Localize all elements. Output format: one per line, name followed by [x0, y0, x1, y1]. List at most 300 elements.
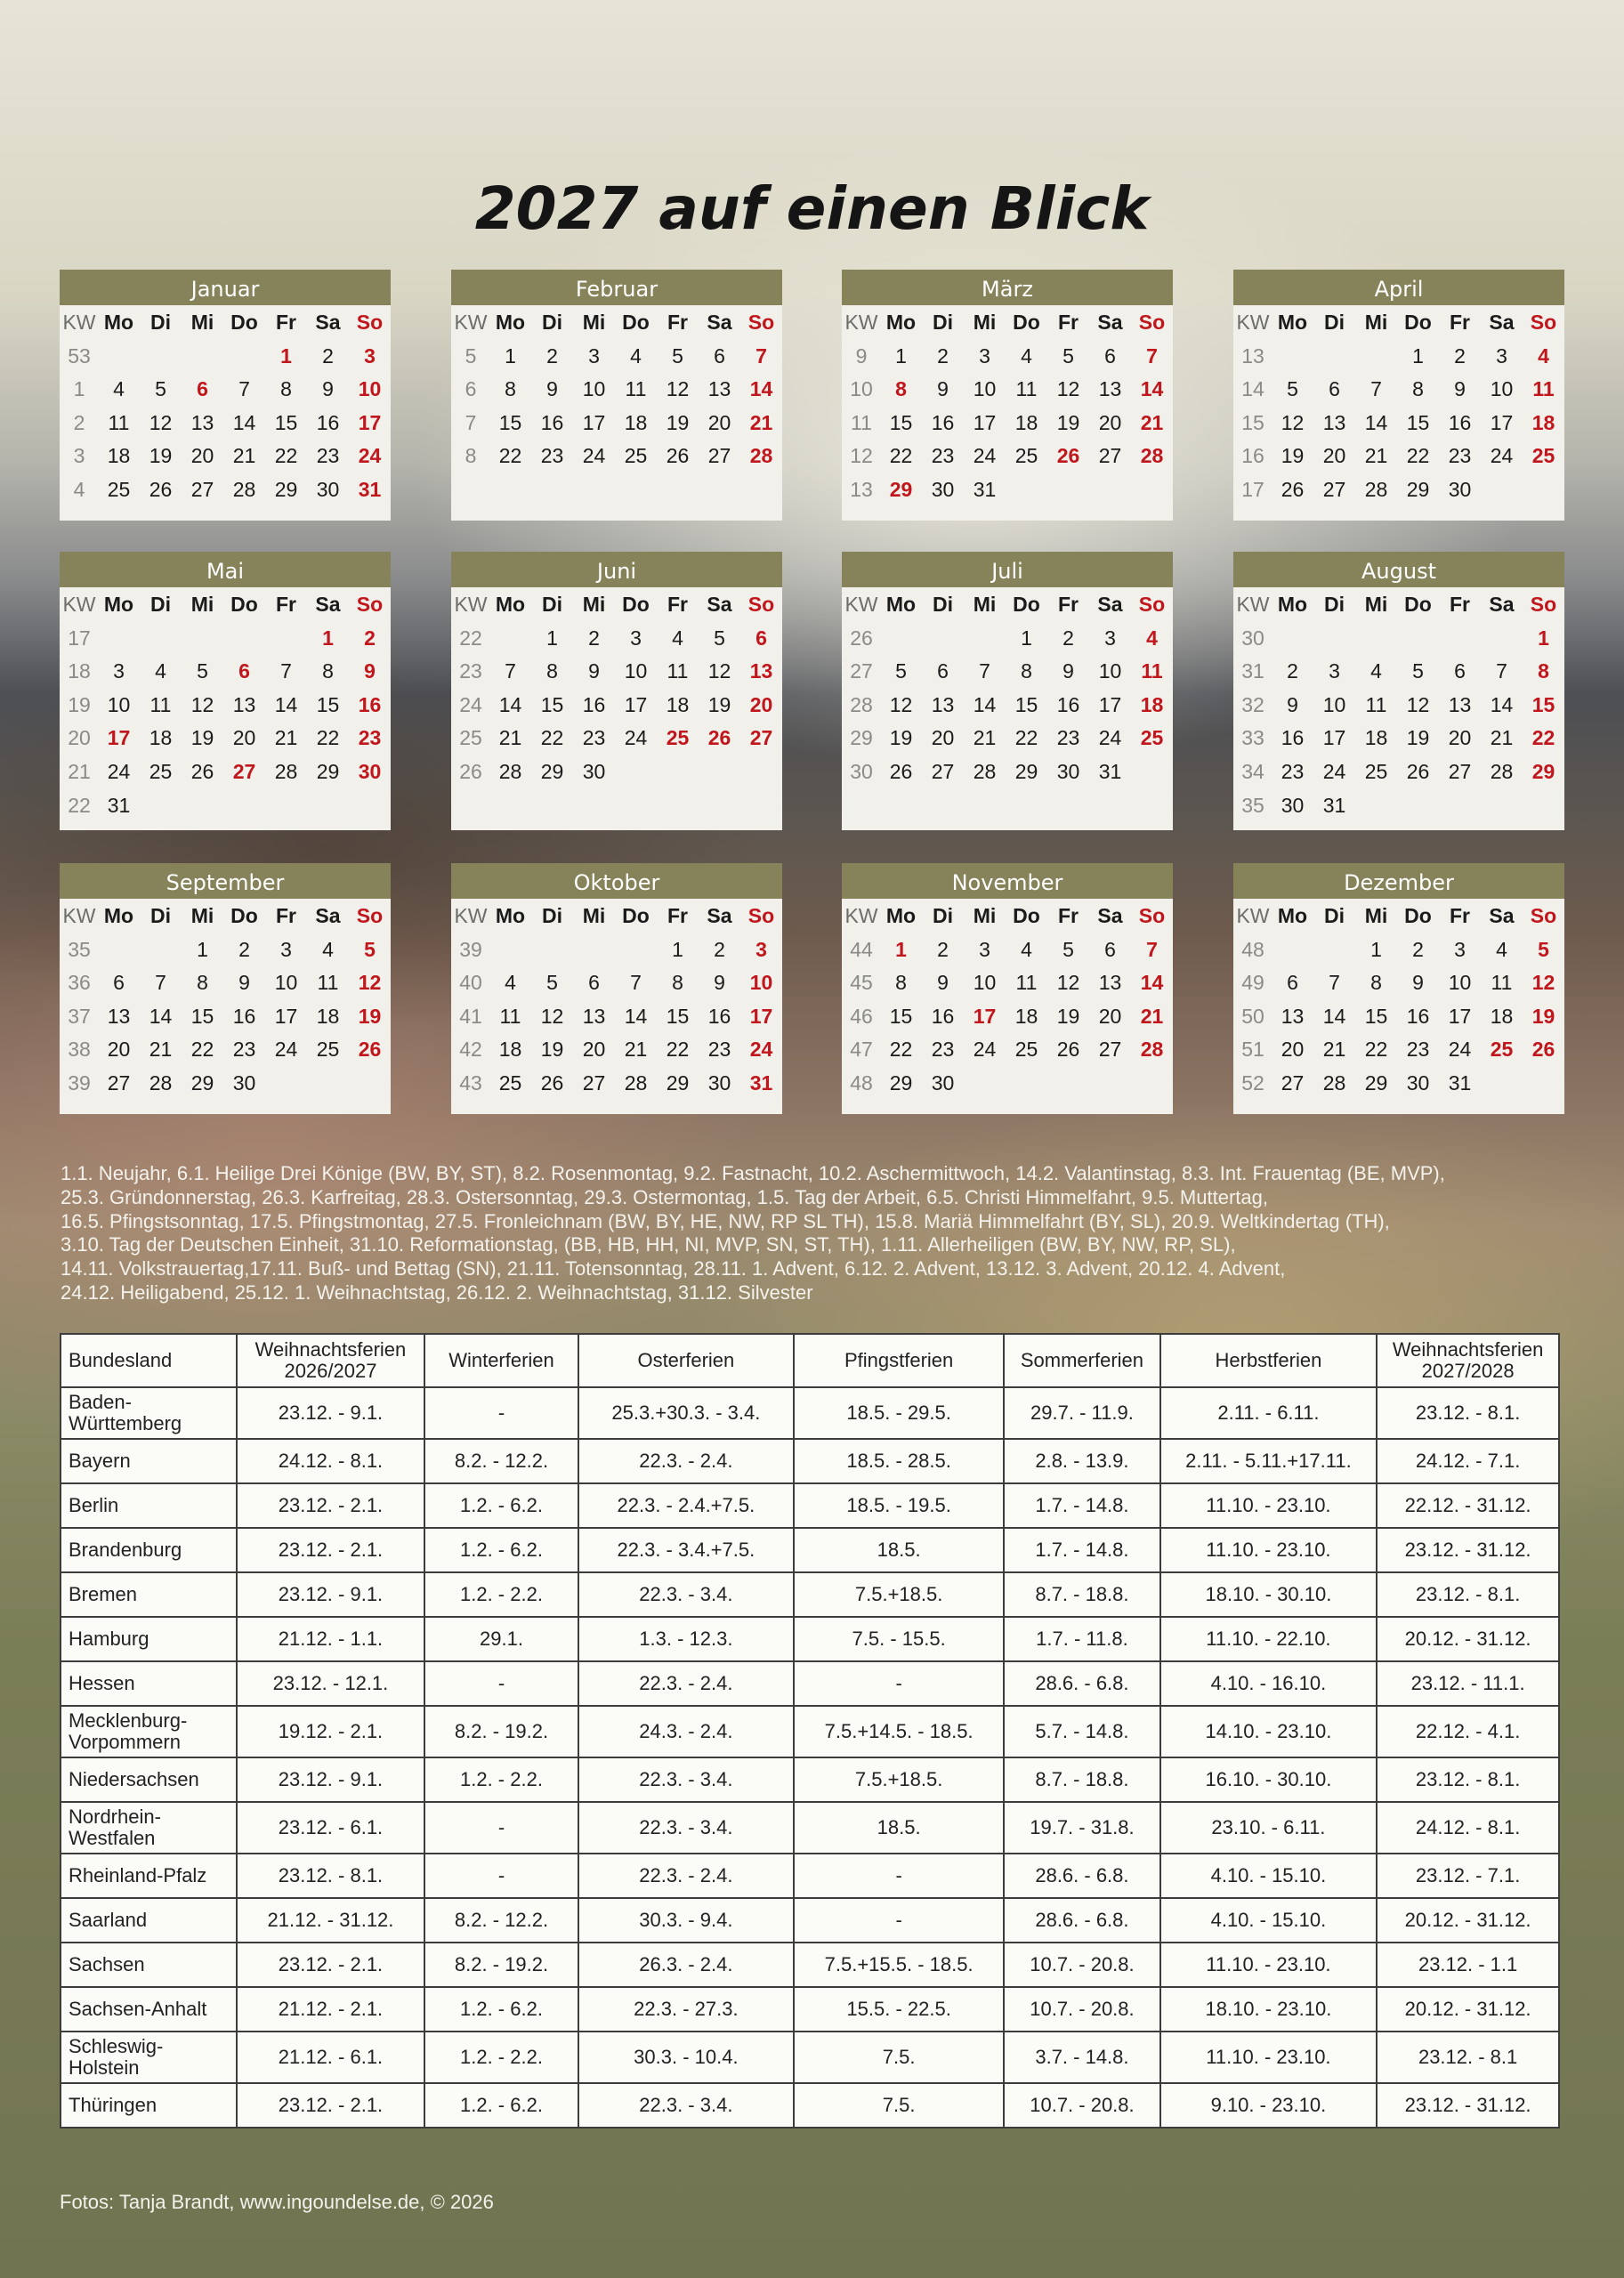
empty-day-cell: [489, 621, 531, 655]
week-number: 39: [459, 937, 482, 961]
month-days-grid: [60, 305, 391, 506]
day-cell: 27: [582, 1070, 606, 1095]
table-row: [61, 2032, 1559, 2083]
date-range-cell: 10.7. - 20.8.: [1004, 2083, 1159, 2128]
empty-day-cell: [1355, 339, 1397, 373]
weekday-header: Do: [1404, 593, 1432, 616]
empty-day-cell: [615, 755, 657, 788]
week-number-header: KW: [1236, 904, 1270, 927]
day-cell: 2: [588, 626, 600, 650]
day-cell: 15: [1531, 692, 1555, 716]
day-cell: 30: [316, 477, 340, 501]
weekday-header: Fr: [667, 904, 688, 927]
day-cell: 24: [1322, 759, 1346, 783]
day-cell: 28: [1140, 1038, 1164, 1062]
week-number: 1: [73, 377, 85, 401]
weekday-header: So: [1530, 593, 1557, 616]
weekday-header: Do: [230, 593, 258, 616]
week-number-header: KW: [454, 904, 488, 927]
day-cell: 11: [1532, 377, 1555, 401]
day-cell: 13: [1281, 1004, 1305, 1028]
day-cell: 26: [1056, 1038, 1080, 1062]
day-cell: 21: [232, 444, 256, 468]
week-number: 12: [850, 444, 873, 468]
month-name: November: [842, 863, 1173, 899]
column-header: Bundesland: [61, 1334, 237, 1387]
day-cell: 9: [1412, 971, 1424, 995]
day-cell: 12: [1531, 971, 1555, 995]
week-number: 43: [459, 1070, 482, 1095]
date-range-cell: 30.3. - 9.4.: [578, 1898, 794, 1943]
month-name: September: [60, 863, 391, 899]
day-cell: 20: [707, 410, 731, 434]
day-cell: 11: [108, 410, 130, 434]
table-row: [61, 2083, 1559, 2128]
day-cell: 27: [707, 444, 731, 468]
day-cell: 24: [1490, 444, 1514, 468]
day-cell: 3: [588, 343, 600, 368]
day-cell: 21: [749, 410, 773, 434]
week-number: 28: [850, 692, 873, 716]
day-cell: 25: [107, 477, 131, 501]
weekday-header: Mi: [582, 904, 606, 927]
day-cell: 9: [588, 659, 600, 683]
day-cell: 20: [190, 444, 214, 468]
day-cell: 12: [1281, 410, 1305, 434]
day-cell: 1: [280, 343, 292, 368]
weekday-header: So: [1138, 311, 1166, 334]
table-row: [61, 1528, 1559, 1572]
day-cell: 5: [1062, 937, 1074, 961]
date-range-cell: 8.2. - 19.2.: [424, 1706, 578, 1757]
day-cell: 2: [1062, 626, 1074, 650]
date-range-cell: 1.2. - 2.2.: [424, 2032, 578, 2083]
day-cell: 28: [624, 1070, 648, 1095]
date-range-cell: 16.10. - 30.10.: [1160, 1757, 1378, 1802]
day-cell: 8: [322, 659, 334, 683]
week-number-header: KW: [844, 311, 878, 334]
state-name-cell: Sachsen-Anhalt: [61, 1987, 237, 2032]
day-cell: 31: [107, 793, 131, 817]
day-cell: 18: [1014, 410, 1038, 434]
empty-day-cell: [98, 933, 140, 966]
day-cell: 16: [540, 410, 564, 434]
date-range-cell: 28.6. - 6.8.: [1004, 1661, 1159, 1706]
day-cell: 14: [149, 1004, 173, 1028]
day-cell: 8: [280, 377, 292, 401]
date-range-cell: 24.12. - 8.1.: [1377, 1802, 1559, 1854]
date-range-cell: 18.5. - 28.5.: [794, 1439, 1004, 1483]
day-cell: 1: [1370, 937, 1382, 961]
day-cell: 9: [322, 377, 334, 401]
day-cell: 26: [1281, 477, 1305, 501]
day-cell: 16: [1281, 726, 1305, 750]
weekday-header: Do: [1013, 311, 1040, 334]
date-range-cell: 23.12. - 8.1.: [237, 1854, 425, 1898]
day-cell: 28: [232, 477, 256, 501]
day-cell: 17: [973, 1004, 997, 1028]
day-cell: 24: [107, 759, 131, 783]
weekday-header: Fr: [1450, 311, 1470, 334]
day-cell: 19: [149, 444, 173, 468]
day-cell: 8: [1412, 377, 1424, 401]
weekday-header: Do: [1013, 904, 1040, 927]
column-header: Pfingstferien: [794, 1334, 1004, 1387]
day-cell: 11: [1141, 659, 1163, 683]
day-cell: 30: [232, 1070, 256, 1095]
empty-day-cell: [1439, 788, 1481, 822]
weekday-header: Mi: [582, 593, 606, 616]
weekday-header: Mi: [973, 904, 997, 927]
week-number: 22: [68, 793, 91, 817]
day-cell: 11: [499, 1004, 521, 1028]
day-cell: 6: [238, 659, 250, 683]
day-cell: 13: [707, 377, 731, 401]
day-cell: 18: [149, 726, 173, 750]
date-range-cell: 21.12. - 31.12.: [237, 1898, 425, 1943]
month-days-grid: [1233, 587, 1564, 821]
day-cell: 13: [1098, 377, 1122, 401]
date-range-cell: 23.12. - 2.1.: [237, 1943, 425, 1987]
date-range-cell: 11.10. - 22.10.: [1160, 1617, 1378, 1661]
date-range-cell: 22.3. - 3.4.: [578, 1572, 794, 1617]
column-header: Herbstferien: [1160, 1334, 1378, 1387]
date-range-cell: 18.5. - 29.5.: [794, 1387, 1004, 1439]
date-range-cell: 18.5.: [794, 1802, 1004, 1854]
day-cell: 31: [749, 1070, 773, 1095]
week-number: 8: [465, 444, 477, 468]
column-header: Osterferien: [578, 1334, 794, 1387]
weekday-header: So: [1530, 311, 1557, 334]
state-name-cell: Niedersachsen: [61, 1757, 237, 1802]
date-range-cell: 1.7. - 14.8.: [1004, 1528, 1159, 1572]
weekday-header: Fr: [1058, 593, 1079, 616]
weekday-header: Do: [622, 311, 650, 334]
empty-day-cell: [922, 621, 964, 655]
day-cell: 28: [973, 759, 997, 783]
date-range-cell: 18.10. - 30.10.: [1160, 1572, 1378, 1617]
date-range-cell: 18.5. - 19.5.: [794, 1483, 1004, 1528]
day-cell: 20: [1098, 1004, 1122, 1028]
weekday-header: Do: [230, 904, 258, 927]
empty-day-cell: [1272, 339, 1313, 373]
empty-day-cell: [182, 621, 223, 655]
day-cell: 30: [931, 1070, 955, 1095]
table-row: [61, 1387, 1559, 1439]
school-holidays-table: [60, 1333, 1560, 2129]
day-cell: 22: [498, 444, 522, 468]
day-cell: 4: [1021, 937, 1032, 961]
table-row: [61, 1706, 1559, 1757]
day-cell: 12: [1406, 692, 1430, 716]
week-number: 38: [68, 1038, 91, 1062]
day-cell: 27: [190, 477, 214, 501]
empty-day-cell: [1481, 621, 1523, 655]
day-cell: 20: [1448, 726, 1472, 750]
day-cell: 12: [358, 971, 382, 995]
day-cell: 15: [274, 410, 298, 434]
empty-day-cell: [1006, 1066, 1047, 1100]
day-cell: 1: [1412, 343, 1424, 368]
empty-day-cell: [1523, 1066, 1564, 1100]
weekday-header: Di: [542, 311, 562, 334]
day-cell: 28: [1322, 1070, 1346, 1095]
month-days-grid: [60, 899, 391, 1100]
day-cell: 1: [672, 937, 683, 961]
day-cell: 20: [232, 726, 256, 750]
day-cell: 27: [749, 726, 773, 750]
date-range-cell: 23.12. - 9.1.: [237, 1387, 425, 1439]
date-range-cell: 14.10. - 23.10.: [1160, 1706, 1378, 1757]
empty-day-cell: [182, 339, 223, 373]
day-cell: 14: [749, 377, 773, 401]
weekday-header: Sa: [1097, 593, 1123, 616]
day-cell: 13: [107, 1004, 131, 1028]
day-cell: 10: [582, 377, 606, 401]
day-cell: 25: [1014, 1038, 1038, 1062]
day-cell: 26: [540, 1070, 564, 1095]
empty-day-cell: [140, 621, 182, 655]
weekday-header: Mi: [973, 311, 997, 334]
day-cell: 1: [505, 343, 516, 368]
date-range-cell: 1.2. - 6.2.: [424, 1483, 578, 1528]
weekday-header: Di: [933, 593, 953, 616]
weekday-header: Mi: [190, 311, 214, 334]
weekday-header: Sa: [707, 593, 732, 616]
day-cell: 22: [889, 1038, 913, 1062]
day-cell: 20: [1281, 1038, 1305, 1062]
date-range-cell: 23.12. - 8.1.: [1377, 1757, 1559, 1802]
day-cell: 29: [190, 1070, 214, 1095]
day-cell: 23: [232, 1038, 256, 1062]
day-cell: 20: [931, 726, 955, 750]
date-range-cell: 23.12. - 31.12.: [1377, 2083, 1559, 2128]
empty-day-cell: [265, 1066, 307, 1100]
day-cell: 2: [1454, 343, 1466, 368]
day-cell: 12: [149, 410, 173, 434]
week-number: 18: [68, 659, 91, 683]
weekday-header: Mo: [885, 311, 917, 334]
week-number: 20: [68, 726, 91, 750]
empty-day-cell: [1131, 1066, 1173, 1100]
day-cell: 11: [1365, 692, 1387, 716]
day-cell: 29: [316, 759, 340, 783]
day-cell: 21: [624, 1038, 648, 1062]
day-cell: 19: [1531, 1004, 1555, 1028]
day-cell: 31: [1448, 1070, 1472, 1095]
day-cell: 6: [113, 971, 125, 995]
day-cell: 17: [1448, 1004, 1472, 1028]
weekday-header: Fr: [1450, 593, 1470, 616]
state-name-cell: Nordrhein- Westfalen: [61, 1802, 237, 1854]
day-cell: 10: [973, 971, 997, 995]
weekday-header: Mo: [885, 593, 917, 616]
day-cell: 31: [973, 477, 997, 501]
week-number: 4: [73, 477, 85, 501]
day-cell: 7: [1496, 659, 1507, 683]
day-cell: 22: [666, 1038, 690, 1062]
day-cell: 28: [749, 444, 773, 468]
day-cell: 23: [1056, 726, 1080, 750]
date-range-cell: 8.7. - 18.8.: [1004, 1572, 1159, 1617]
empty-day-cell: [657, 755, 699, 788]
weekday-header: Do: [622, 593, 650, 616]
day-cell: 29: [889, 477, 913, 501]
day-cell: 27: [107, 1070, 131, 1095]
date-range-cell: 23.12. - 31.12.: [1377, 1528, 1559, 1572]
week-number: 52: [1241, 1070, 1264, 1095]
weekday-header: Sa: [315, 593, 341, 616]
month-name: Dezember: [1233, 863, 1564, 899]
day-cell: 11: [1015, 971, 1038, 995]
day-cell: 28: [1490, 759, 1514, 783]
week-number: 17: [68, 626, 91, 650]
weekday-header: Mi: [190, 904, 214, 927]
day-cell: 14: [498, 692, 522, 716]
day-cell: 7: [1329, 971, 1340, 995]
date-range-cell: 2.11. - 6.11.: [1160, 1387, 1378, 1439]
day-cell: 16: [931, 1004, 955, 1028]
date-range-cell: 28.6. - 6.8.: [1004, 1898, 1159, 1943]
day-cell: 7: [979, 659, 990, 683]
day-cell: 30: [707, 1070, 731, 1095]
date-range-cell: 23.12. - 9.1.: [237, 1757, 425, 1802]
day-cell: 27: [1281, 1070, 1305, 1095]
month-april: [1233, 270, 1564, 521]
date-range-cell: 23.12. - 2.1.: [237, 2083, 425, 2128]
day-cell: 10: [107, 692, 131, 716]
day-cell: 2: [714, 937, 725, 961]
day-cell: 29: [889, 1070, 913, 1095]
day-cell: 11: [667, 659, 689, 683]
day-cell: 6: [937, 659, 949, 683]
date-range-cell: 21.12. - 6.1.: [237, 2032, 425, 2083]
state-name-cell: Saarland: [61, 1898, 237, 1943]
day-cell: 2: [546, 343, 558, 368]
day-cell: 3: [1329, 659, 1340, 683]
day-cell: 5: [1538, 937, 1549, 961]
day-cell: 28: [149, 1070, 173, 1095]
day-cell: 30: [1406, 1070, 1430, 1095]
week-number: 48: [1241, 937, 1264, 961]
date-range-cell: 24.3. - 2.4.: [578, 1706, 794, 1757]
holiday-list: [61, 1162, 1573, 1305]
day-cell: 10: [1448, 971, 1472, 995]
date-range-cell: 20.12. - 31.12.: [1377, 1987, 1559, 2032]
day-cell: 31: [1322, 793, 1346, 817]
weekday-header: Di: [1324, 311, 1345, 334]
week-number: 24: [459, 692, 482, 716]
day-cell: 14: [1364, 410, 1388, 434]
week-number: 33: [1241, 726, 1264, 750]
day-cell: 27: [232, 759, 256, 783]
day-cell: 6: [1287, 971, 1298, 995]
day-cell: 13: [931, 692, 955, 716]
day-cell: 8: [1370, 971, 1382, 995]
day-cell: 12: [707, 659, 731, 683]
day-cell: 6: [197, 377, 208, 401]
weekday-header: So: [356, 311, 384, 334]
day-cell: 24: [749, 1038, 773, 1062]
week-number: 47: [850, 1038, 873, 1062]
day-cell: 9: [1454, 377, 1466, 401]
day-cell: 16: [931, 410, 955, 434]
week-number: 34: [1241, 759, 1264, 783]
weekday-header: Mo: [103, 904, 134, 927]
date-range-cell: 7.5.: [794, 2083, 1004, 2128]
empty-day-cell: [223, 339, 265, 373]
day-cell: 18: [498, 1038, 522, 1062]
weekday-header: Mo: [885, 904, 917, 927]
day-cell: 5: [1287, 377, 1298, 401]
date-range-cell: 1.2. - 6.2.: [424, 1987, 578, 2032]
day-cell: 14: [624, 1004, 648, 1028]
weekday-header: Di: [150, 311, 171, 334]
day-cell: 6: [1104, 343, 1116, 368]
week-number: 36: [68, 971, 91, 995]
empty-day-cell: [98, 621, 140, 655]
day-cell: 10: [1098, 659, 1122, 683]
month-mai: [60, 552, 391, 830]
week-number: 46: [850, 1004, 873, 1028]
day-cell: 25: [1531, 444, 1555, 468]
weekday-header: Sa: [315, 311, 341, 334]
month-days-grid: [451, 587, 782, 788]
day-cell: 8: [505, 377, 516, 401]
week-number: 39: [68, 1070, 91, 1095]
day-cell: 19: [707, 692, 731, 716]
day-cell: 18: [1014, 1004, 1038, 1028]
date-range-cell: 22.12. - 4.1.: [1377, 1706, 1559, 1757]
date-range-cell: 23.12. - 2.1.: [237, 1483, 425, 1528]
photo-credit: Fotos: Tanja Brandt, www.ingoundelse.de, © 2026: [60, 2191, 494, 2213]
date-range-cell: 18.5.: [794, 1528, 1004, 1572]
day-cell: 25: [1490, 1038, 1514, 1062]
date-range-cell: 4.10. - 15.10.: [1160, 1854, 1378, 1898]
weekday-header: Mo: [1277, 904, 1308, 927]
empty-day-cell: [1272, 933, 1313, 966]
day-cell: 24: [358, 444, 382, 468]
day-cell: 20: [582, 1038, 606, 1062]
weekday-header: Fr: [1058, 904, 1079, 927]
day-cell: 15: [1014, 692, 1038, 716]
day-cell: 3: [755, 937, 767, 961]
date-range-cell: 5.7. - 14.8.: [1004, 1706, 1159, 1757]
day-cell: 15: [498, 410, 522, 434]
date-range-cell: 23.10. - 6.11.: [1160, 1802, 1378, 1854]
weekday-header: Sa: [707, 904, 732, 927]
date-range-cell: 1.2. - 2.2.: [424, 1757, 578, 1802]
day-cell: 21: [1322, 1038, 1346, 1062]
empty-day-cell: [98, 339, 140, 373]
weekday-header: So: [1138, 904, 1166, 927]
day-cell: 27: [1098, 1038, 1122, 1062]
day-cell: 6: [588, 971, 600, 995]
week-number: 37: [68, 1004, 91, 1028]
day-cell: 23: [931, 1038, 955, 1062]
day-cell: 1: [322, 626, 334, 650]
date-range-cell: 15.5. - 22.5.: [794, 1987, 1004, 2032]
day-cell: 26: [889, 759, 913, 783]
day-cell: 4: [322, 937, 334, 961]
date-range-cell: 22.3. - 3.4.+7.5.: [578, 1528, 794, 1572]
day-cell: 13: [1322, 410, 1346, 434]
day-cell: 18: [1531, 410, 1555, 434]
week-number: 17: [1241, 477, 1264, 501]
week-number: 26: [459, 759, 482, 783]
day-cell: 22: [316, 726, 340, 750]
weekday-header: Sa: [1097, 311, 1123, 334]
